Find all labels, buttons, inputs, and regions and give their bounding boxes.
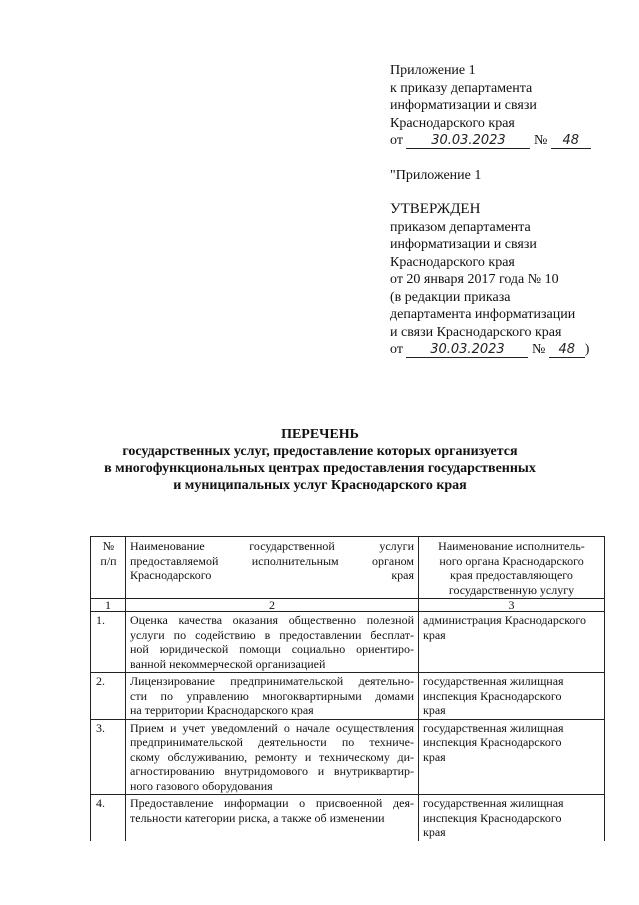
header-text: Наименование исполнитель- (438, 539, 585, 553)
service-cell (126, 795, 419, 841)
cell-line: услуги по содействию в предоставлении бесплат- (130, 627, 414, 642)
from-label: от (390, 342, 403, 357)
from-label: от (390, 133, 403, 148)
row-number: 2. (91, 673, 126, 720)
cell-line: Предоставление информации о присвоенной дея- (130, 796, 414, 810)
header-organ (419, 537, 605, 599)
handwritten-date: 30.03.2023 (406, 134, 530, 149)
header-text: государственную услугу (448, 582, 575, 597)
cell-line: агностированию внутридомового и внутриквартир- (130, 764, 414, 778)
table-row (91, 612, 605, 673)
cell-line: края (423, 749, 446, 764)
approval-line: информатизации и связи (390, 237, 537, 252)
table-header-row (91, 537, 605, 599)
cell-line: Оценка качества оказания общественно полезной (130, 613, 414, 627)
header-text: № (102, 539, 115, 553)
table-row (91, 719, 605, 795)
cell-line: края (423, 825, 446, 839)
approval-line: департамента информатизации (390, 307, 576, 322)
appendix-label: Приложение 1 (390, 63, 476, 78)
header-service (126, 537, 419, 599)
cell-line: предпринимательской деятельности по техниче- (130, 735, 414, 749)
cell-line: Прием и учет уведомлений о начале осуществления (130, 720, 414, 735)
header-number (91, 537, 126, 599)
header-text: предоставляемой исполнительным органом (130, 553, 414, 568)
index-cell: 3 (419, 599, 605, 612)
title-heading: ПЕРЕЧЕНЬ (281, 427, 359, 442)
header-text: Краснодарского края (130, 568, 414, 582)
title-line: в многофункциональных центрах предоставления государственных (104, 461, 536, 476)
closing-paren: ) (584, 342, 590, 357)
table-index-row (91, 599, 605, 612)
cell-line: государственная жилищная (423, 720, 564, 735)
organ-cell (419, 719, 605, 795)
appendix-quote: "Приложение 1 (390, 168, 482, 183)
cell-line: государственная жилищная (423, 796, 564, 810)
handwritten-date: 30.03.2023 (406, 343, 528, 358)
cell-line: скому обслуживанию, ремонту и техническому ди- (130, 749, 414, 764)
row-number: 3. (91, 719, 126, 795)
number-sign: № (531, 342, 546, 357)
appendix-header (390, 62, 630, 150)
handwritten-number: 48 (551, 134, 591, 149)
index-cell: 2 (126, 599, 419, 612)
cell-line: на территории Краснодарского края (130, 703, 314, 717)
index-cell: 1 (91, 599, 126, 612)
cell-line: края (423, 627, 446, 642)
approval-line: Краснодарского края (390, 254, 515, 270)
header-text: Наименование государственной услуги (130, 539, 414, 553)
order-date-line (390, 132, 630, 150)
approval-date-line (390, 341, 635, 359)
cell-line: инспекция Краснодарского (423, 688, 562, 703)
order-ref-line-2: информатизации и связи (390, 98, 537, 113)
cell-line: администрация Краснодарского (423, 613, 587, 627)
cell-line: края (423, 703, 446, 717)
table-row (91, 673, 605, 720)
row-number: 1. (91, 612, 126, 673)
row-number: 4. (91, 795, 126, 841)
approval-line: приказом департамента (390, 219, 531, 235)
service-cell (126, 673, 419, 720)
services-table (90, 536, 605, 841)
cell-line: тельности категории риска, а также об изменении (130, 810, 385, 825)
cell-line: государственная жилищная (423, 674, 564, 688)
service-cell (126, 612, 419, 673)
approved-heading: УТВЕРЖДЕН (390, 201, 481, 217)
cell-line: ной юридической помощи социально ориентиро- (130, 642, 414, 656)
approval-block (390, 201, 635, 359)
header-text: п/п (100, 553, 117, 568)
handwritten-number: 48 (549, 343, 585, 358)
title-line: государственных услуг, предоставление которых организуется (122, 444, 518, 459)
document-title (60, 426, 580, 494)
cell-line: сти по управлению многоквартирными домами (130, 688, 414, 703)
cell-line: инспекция Краснодарского (423, 810, 562, 825)
cell-line: ванной некоммерческой организацией (130, 656, 326, 671)
header-text: ного органа Краснодарского (439, 553, 584, 568)
approval-line: от 20 января 2017 года № 10 (390, 272, 559, 287)
cell-line: ного газового оборудования (130, 778, 273, 793)
approval-line: (в редакции приказа (390, 289, 511, 305)
cell-line: инспекция Краснодарского (423, 735, 562, 749)
order-ref-line-3: Краснодарского края (390, 115, 515, 131)
organ-cell (419, 673, 605, 720)
header-text: края предоставляющего (450, 568, 573, 582)
approval-line: и связи Краснодарского края (390, 324, 562, 340)
organ-cell (419, 795, 605, 841)
table-row (91, 795, 605, 841)
title-line: и муниципальных услуг Краснодарского края (173, 478, 467, 493)
service-cell (126, 719, 419, 795)
organ-cell (419, 612, 605, 673)
number-sign: № (533, 133, 548, 148)
order-ref-line-1: к приказу департамента (390, 80, 533, 96)
cell-line: Лицензирование предпринимательской деятельно- (130, 674, 414, 688)
